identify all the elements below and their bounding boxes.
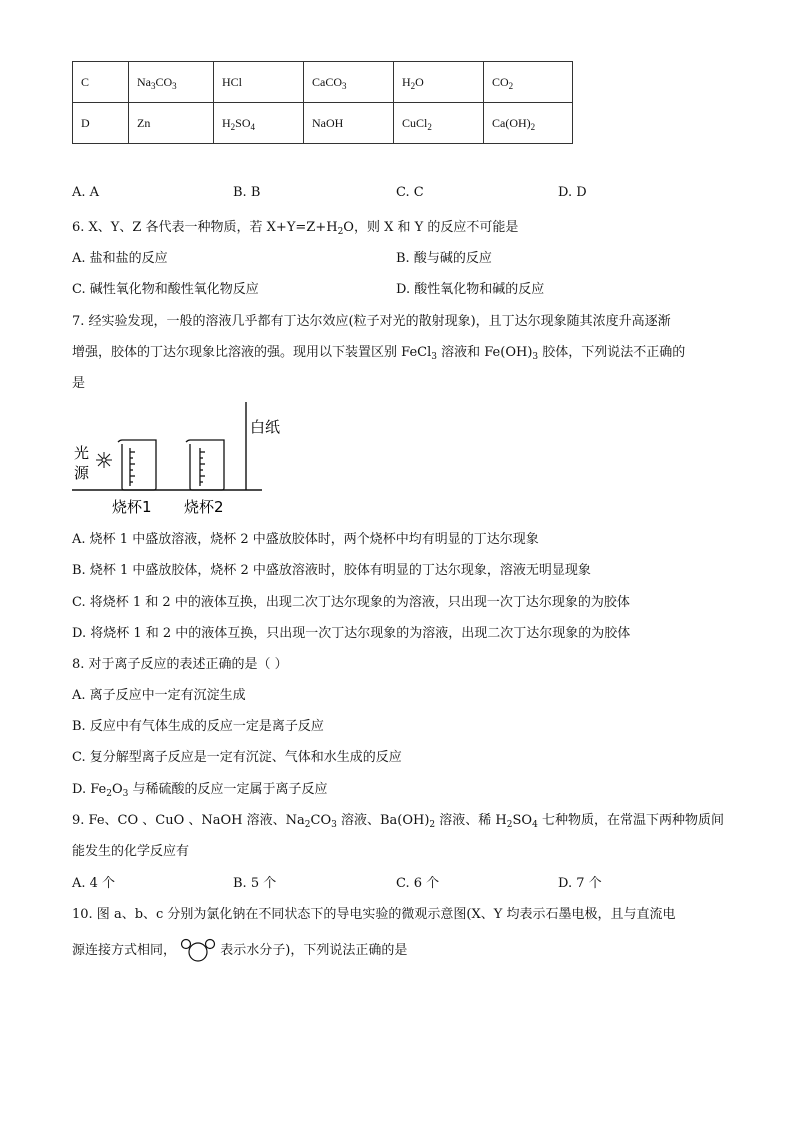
light-source-label-2: 源 bbox=[74, 464, 90, 482]
q6-option-b: B. 酸与碱的反应 bbox=[396, 251, 492, 266]
q6-option-a: A. 盐和盐的反应 bbox=[72, 251, 168, 266]
table-cell: $H_2O$ bbox=[394, 62, 484, 103]
q8-option-b: B. 反应中有气体生成的反应一定是离子反应 bbox=[72, 719, 324, 734]
beaker-2-icon bbox=[186, 440, 224, 490]
q5-option-d: D. D bbox=[558, 185, 587, 200]
tyndall-apparatus-figure bbox=[70, 400, 281, 525]
q9-stem-line1: 9. Fe、CO 、CuO 、NaOH 溶液、$Na_2CO_3$ 溶液、$Ba(OH)_2$ 溶液、稀 $H_2SO_4$ 七种物质，在常温下两种物质间 bbox=[72, 813, 724, 830]
beaker-1-icon bbox=[118, 440, 156, 490]
reagent-table bbox=[72, 61, 573, 144]
q6-option-c: C. 碱性氧化物和酸性氧化物反应 bbox=[72, 282, 259, 297]
q10-stem-line1: 10. 图 a、b、c 分别为氯化钠在不同状态下的导电实验的微观示意图(X、Y 均表示石墨电极，且与直流电 bbox=[72, 907, 676, 922]
table-cell: Zn bbox=[129, 103, 214, 144]
beaker-1-label: 烧杯1 bbox=[112, 498, 152, 516]
table-cell: $Ca(OH)_2$ bbox=[484, 103, 573, 144]
table-cell: $H_2SO_4$ bbox=[214, 103, 304, 144]
q5-option-c: C. C bbox=[396, 185, 424, 200]
table-row bbox=[73, 103, 573, 144]
light-source-label-1: 光 bbox=[74, 444, 90, 462]
q5-option-b: B. B bbox=[233, 185, 261, 200]
table-row bbox=[73, 62, 573, 103]
q8-option-a: A. 离子反应中一定有沉淀生成 bbox=[72, 688, 246, 703]
q7-option-c: C. 将烧杯 1 和 2 中的液体互换，出现二次丁达尔现象的为溶液，只出现一次丁达尔现象的为胶体 bbox=[72, 595, 630, 610]
table-cell: D bbox=[73, 103, 129, 144]
light-source-icon bbox=[96, 452, 112, 468]
beaker-2-label: 烧杯2 bbox=[184, 498, 224, 516]
q8-option-d: D. $Fe_2O_3$ 与稀硫酸的反应一定属于离子反应 bbox=[72, 782, 328, 799]
q9-option-d: D. 7 个 bbox=[558, 876, 602, 891]
water-molecule-icon bbox=[180, 938, 216, 962]
q8-option-c: C. 复分解型离子反应是一定有沉淀、气体和水生成的反应 bbox=[72, 750, 402, 765]
q6-option-d: D. 酸性氧化物和碱的反应 bbox=[396, 282, 545, 297]
table-cell: CaCO$_3$ bbox=[304, 62, 394, 103]
q6-stem: 6. X、Y、Z 各代表一种物质，若 $X+Y=Z+H_2O$，则 X 和 Y 的反应不可能是 bbox=[72, 220, 519, 237]
q7-stem-line1: 7. 经实验发现，一般的溶液几乎都有丁达尔效应(粒子对光的散射现象)，且丁达尔现象随其浓度升高逐渐 bbox=[72, 314, 671, 329]
q5-option-a: A. A bbox=[72, 185, 100, 200]
q9-stem-line2: 能发生的化学反应有 bbox=[72, 844, 190, 859]
q9-option-b: B. 5 个 bbox=[233, 876, 277, 891]
white-paper-label: 白纸 bbox=[250, 418, 281, 436]
q7-option-d: D. 将烧杯 1 和 2 中的液体互换，只出现一次丁达尔现象的为溶液，出现二次丁达尔现象的为胶体 bbox=[72, 626, 631, 641]
table-cell: HCl bbox=[214, 62, 304, 103]
q10-stem-line2: 源连接方式相同， 表示水分子)，下列说法正确的是 bbox=[72, 938, 407, 962]
table-cell: C bbox=[73, 62, 129, 103]
q9-option-a: A. 4 个 bbox=[72, 876, 116, 891]
q7-stem-line3: 是 bbox=[72, 376, 86, 391]
table-cell: NaOH bbox=[304, 103, 394, 144]
table-cell: $Na_3CO_3$ bbox=[129, 62, 214, 103]
q8-stem: 8. 对于离子反应的表述正确的是（ ） bbox=[72, 657, 288, 672]
q7-option-b: B. 烧杯 1 中盛放胶体，烧杯 2 中盛放溶液时，胶体有明显的丁达尔现象，溶液无明显现象 bbox=[72, 563, 591, 578]
q7-option-a: A. 烧杯 1 中盛放溶液，烧杯 2 中盛放胶体时，两个烧杯中均有明显的丁达尔现象 bbox=[72, 532, 539, 547]
table-cell: CuCl$_2$ bbox=[394, 103, 484, 144]
q9-option-c: C. 6 个 bbox=[396, 876, 440, 891]
table-cell: $CO_2$ bbox=[484, 62, 573, 103]
q7-stem-line2: 增强，胶体的丁达尔现象比溶液的强。现用以下装置区别 FeCl$_3$ 溶液和 $Fe(OH)_3$ 胶体，下列说法不正确的 bbox=[72, 345, 686, 362]
